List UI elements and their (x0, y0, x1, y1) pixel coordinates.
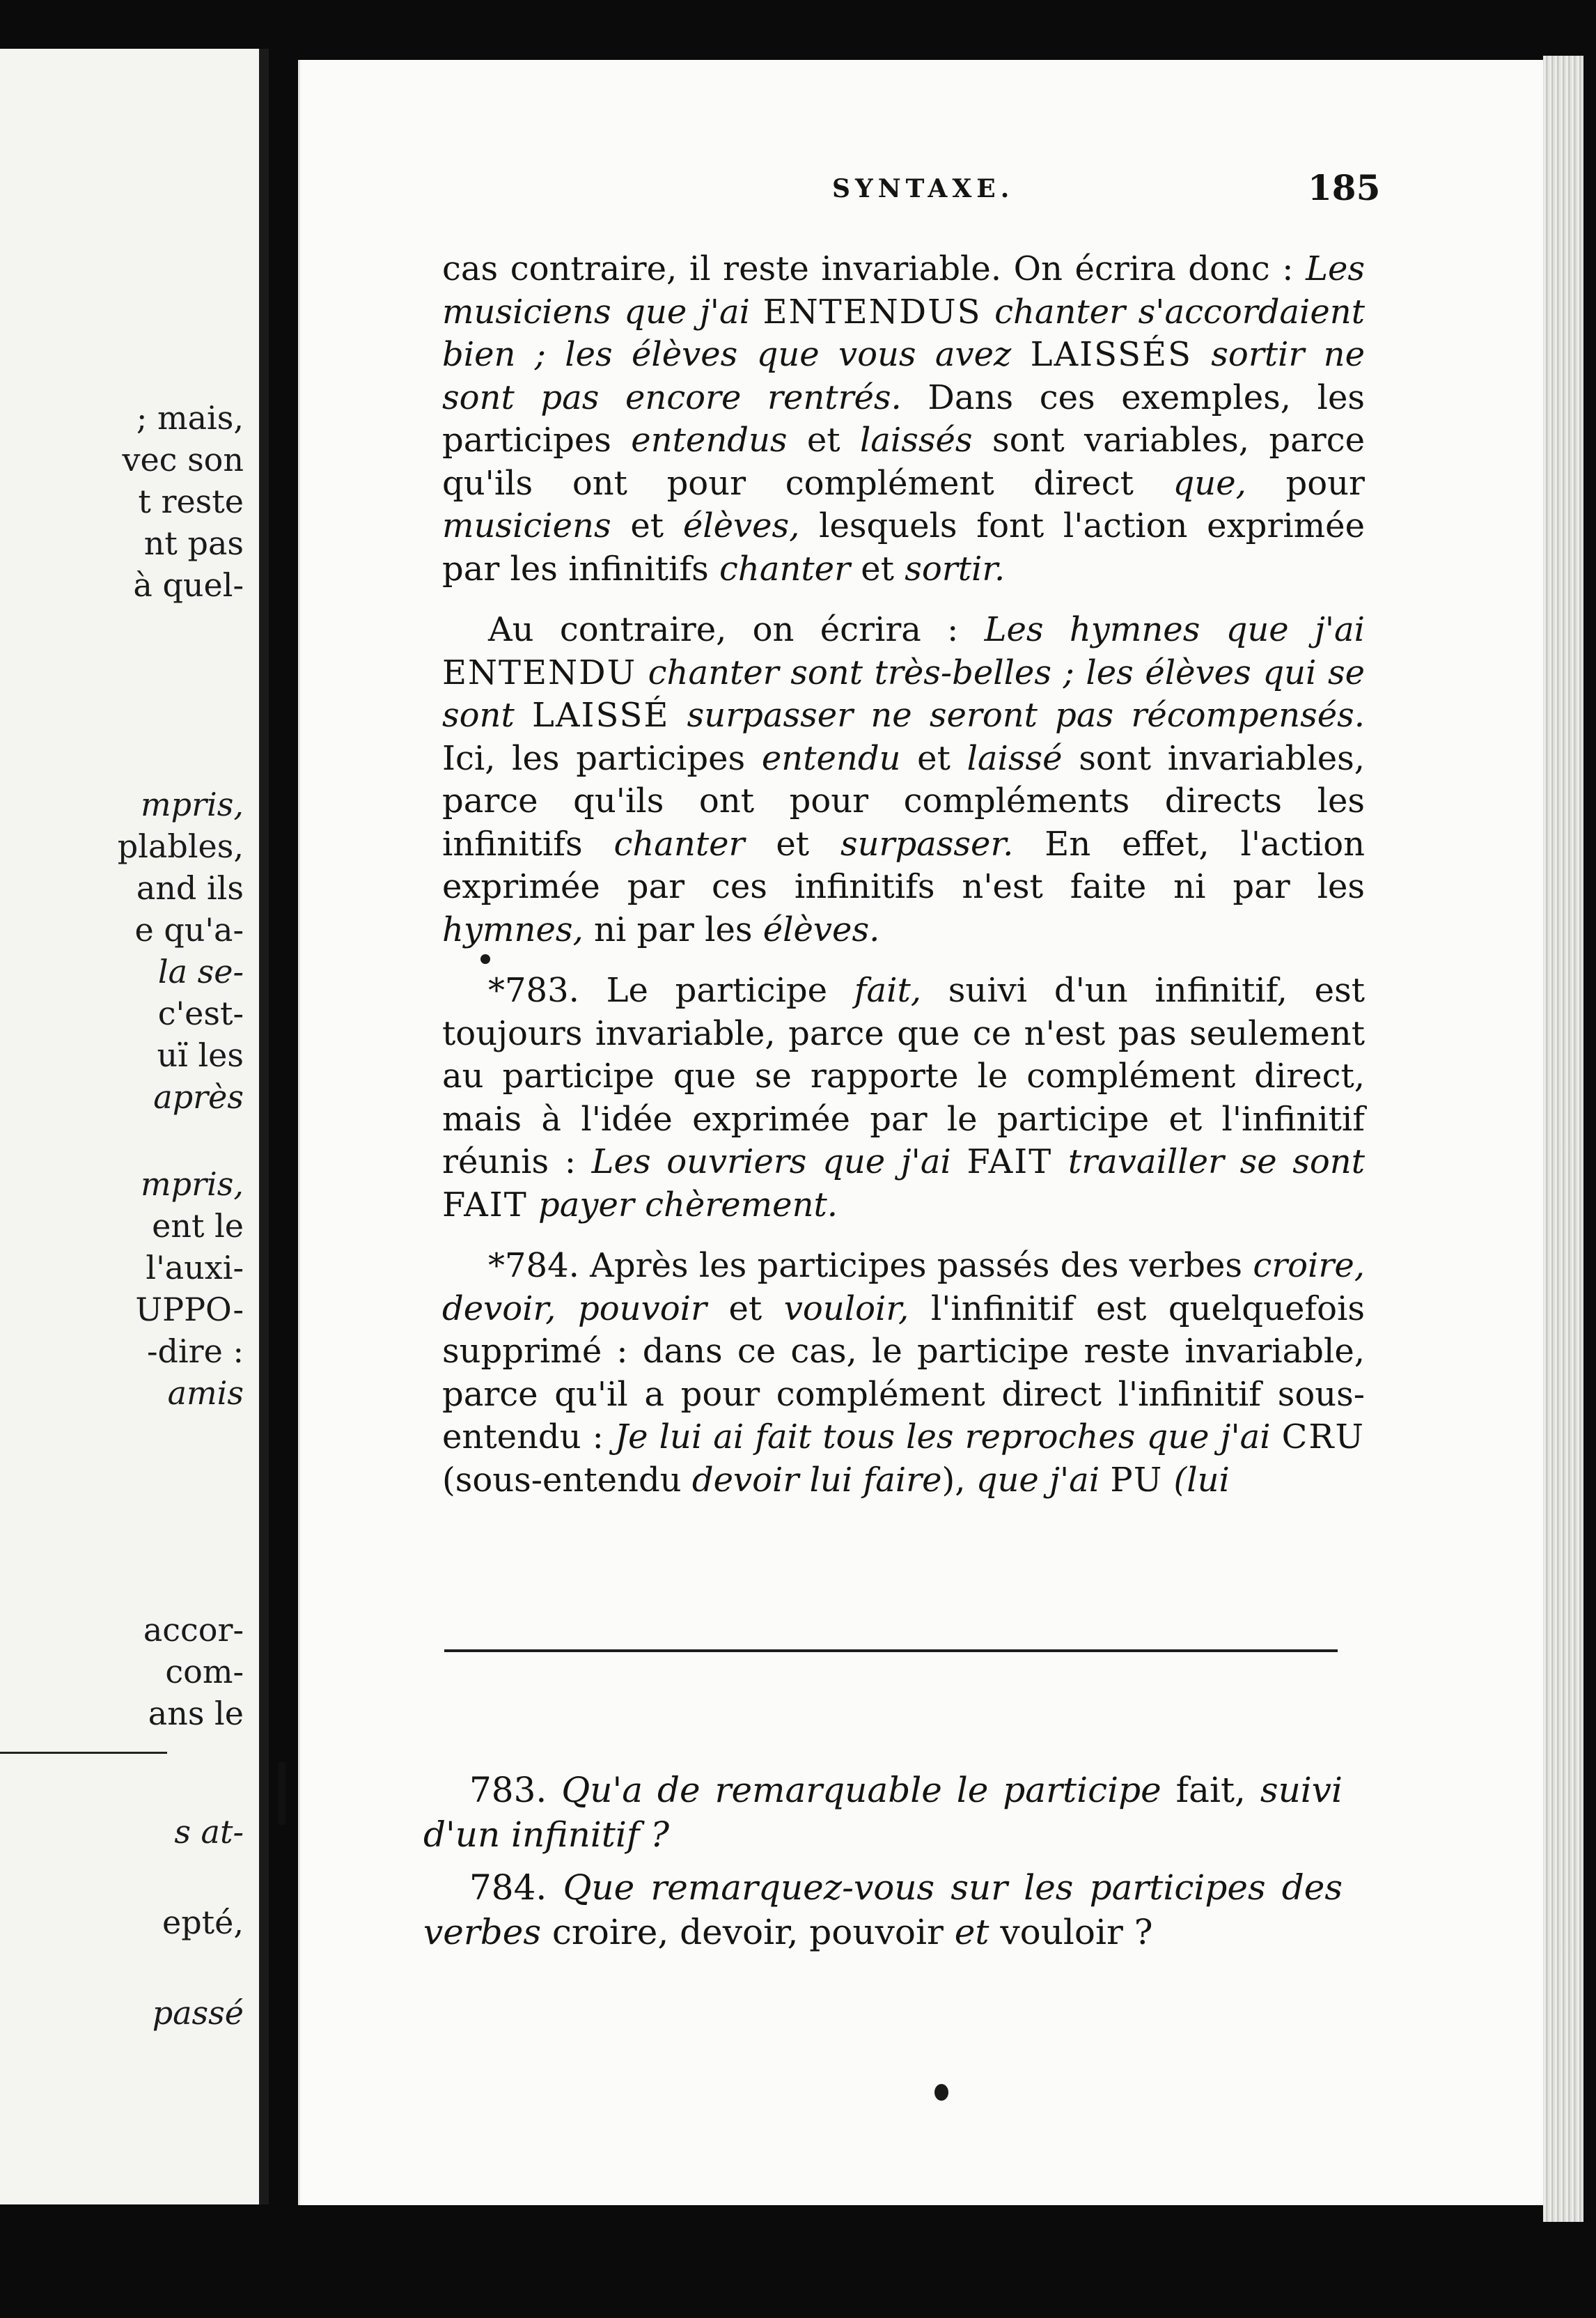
left-separator-rule (0, 1752, 167, 1754)
body-text (442, 248, 1365, 1502)
left-fragment: ans le (148, 1695, 244, 1732)
running-head: SYNTAXE. (832, 174, 1015, 203)
separator-rule (444, 1649, 1338, 1652)
page-number: 185 (1308, 167, 1381, 208)
left-fragment: mpris, (141, 786, 244, 823)
left-fragment: nt pas (143, 524, 244, 562)
left-fragment: uï les (157, 1036, 244, 1074)
left-fragment: la se- (157, 953, 244, 990)
left-fragment: com- (165, 1653, 244, 1690)
page-edges (1543, 56, 1583, 2222)
left-fragment: à quel- (133, 566, 244, 604)
paragraph-continuation: cas contraire, il reste invariable. On écrira donc : Les musiciens que j'ai ENTENDUS chanter s'accordaient bien ; les élèves que vous avez LAISSÉS sortir ne sont pas encore rentrés. Dans ces exemples, les participes entendus et laissés sont variables, parce qu'ils ont pour complément direct que, pour musiciens et élèves, lesquels font l'action exprimée par les infinitifs chanter et sortir. (442, 249, 1366, 589)
left-fragment: accor- (143, 1611, 244, 1649)
question-783: 783. Qu'a de remarquable le participe fait, suivi d'un infinitif ? (423, 1770, 1343, 1855)
left-fragment: plables, (117, 827, 244, 865)
left-fragment: and ils (136, 869, 244, 907)
paragraph-783: *783. Le participe fait, suivi d'un infinitif, est toujours invariable, parce que ce n'est pas seulement au participe que se rapporte le complément direct, mais à l'idée exprimée par le participe et l'infinitif réunis : Les ouvriers que j'ai FAIT travailler se sont FAIT payer chèrement. (442, 971, 1366, 1224)
page-margin-mark (279, 1762, 285, 1825)
paragraph-contrary: Au contraire, on écrira : Les hymnes que j'ai ENTENDU chanter sont très-belles ; les élèves qui se sont LAISSÉ surpasser ne seront pas récompensés. Ici, les participes entendu et laissé sont invariables, parce qu'ils ont pour compléments directs les infinitifs chanter et surpasser. En effet, l'action exprimée par ces infinitifs n'est faite ni par les hymnes, ni par les élèves. (442, 610, 1366, 949)
left-fragment: UPPO- (135, 1291, 244, 1328)
left-fragment: t reste (138, 483, 244, 520)
rule-number: *783. (488, 971, 579, 1010)
left-fragment: passé (152, 1994, 244, 2032)
left-facing-page (0, 49, 269, 2204)
rule-number: *784. (488, 1246, 579, 1285)
left-fragment: mpris, (141, 1165, 244, 1203)
left-fragment: c'est- (157, 995, 244, 1032)
ink-dot (934, 2084, 948, 2101)
left-fragment: vec son (122, 441, 244, 479)
left-fragment: -dire : (146, 1332, 244, 1370)
paragraph-784: *784. Après les participes passés des verbes croire, devoir, pouvoir et vouloir, l'infinitif est quelquefois supprimé : dans ce cas, le participe reste invariable, parce qu'il a pour complément direct l'infinitif sous-entendu : Je lui ai fait tous les reproches que j'ai CRU (sous-entendu devoir lui faire), que j'ai PU (lui (442, 1246, 1365, 1500)
left-fragment: epté, (162, 1904, 244, 1941)
left-fragment: ; mais, (136, 399, 244, 437)
left-fragment: amis (167, 1374, 244, 1412)
left-fragment: après (153, 1078, 244, 1116)
left-fragment: ent le (152, 1207, 244, 1245)
left-fragment: l'auxi- (146, 1249, 244, 1286)
review-questions (423, 1768, 1343, 1963)
left-fragment: s at- (174, 1813, 244, 1851)
ink-speck (480, 954, 490, 964)
left-fragment: e qu'a- (134, 911, 244, 949)
question-784: 784. Que remarquez-vous sur les participes des verbes croire, devoir, pouvoir et vouloir ? (423, 1867, 1343, 1952)
